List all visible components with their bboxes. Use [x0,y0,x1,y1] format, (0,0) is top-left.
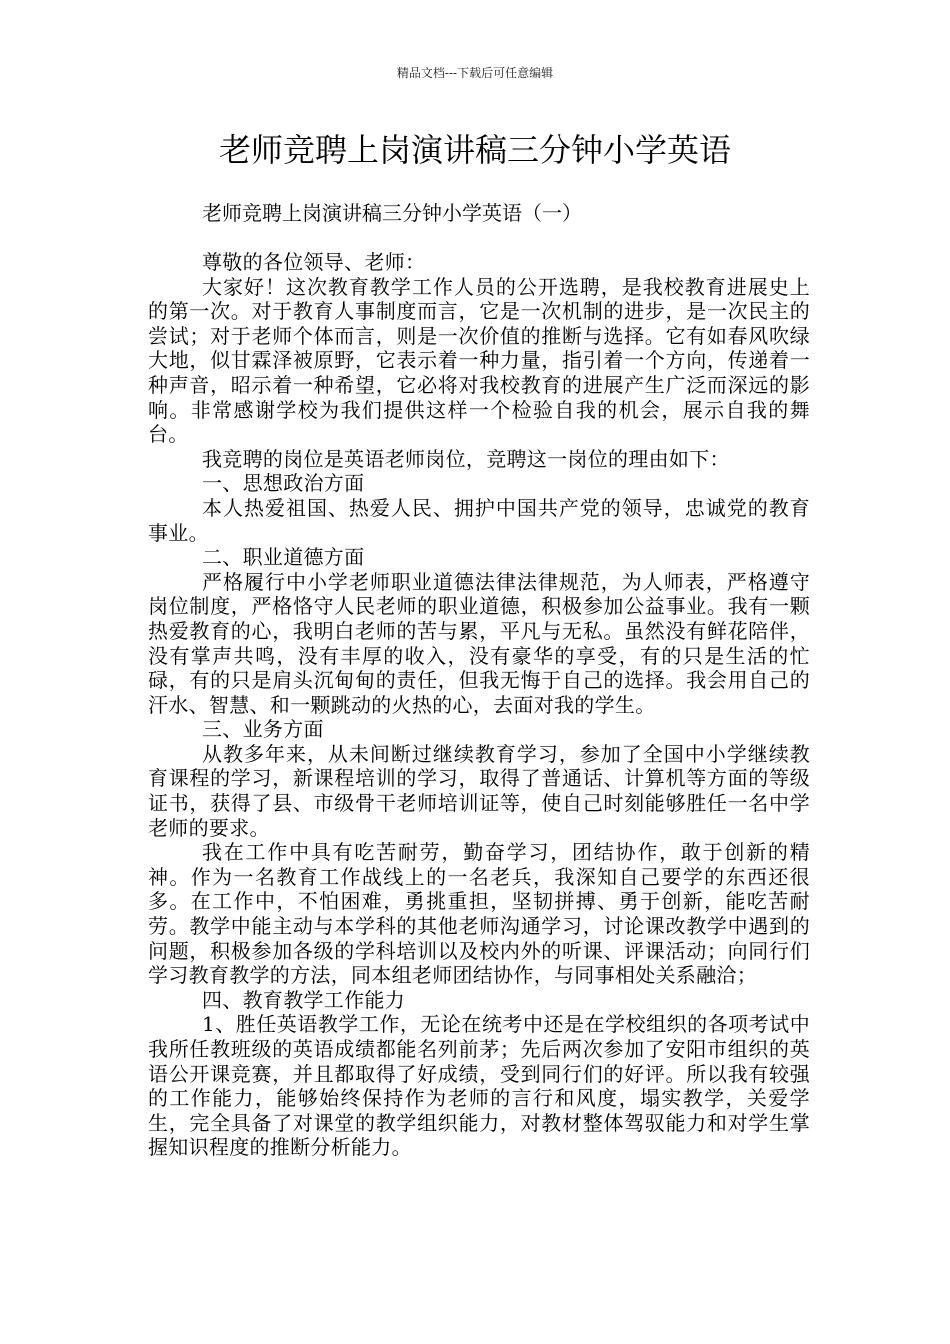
paragraph-teaching-ability: 1、胜任英语教学工作，无论在统考中还是在学校组织的各项考试中我所任教班级的英语成绩都能名列前茅；先后两次参加了安阳市组织的英语公开课竞赛，并且都取得了好成绩，受到同行们的好评。所以我有较强的工作能力，能够始终保持作为老师的言行和风度，塌实教学，关爱学生，完全具备了对课堂的教学组织能力，对教材整体驾驭能力和对学生掌握知识程度的推断分析能力。 [148,1012,810,1160]
paragraph-ethics: 严格履行中小学老师职业道德法律法律规范，为人师表，严格遵守岗位制度，严格恪守人民老师的职业道德，积极参加公益事业。我有一颗热爱教育的心，我明白老师的苦与累，平凡与无私。虽然没有鲜花陪伴，没有掌声共鸣，没有丰厚的收入，没有豪华的享受，有的只是生活的忙碌，有的只是肩头沉甸甸的责任，但我无悔于自己的选择。我会用自己的汗水、智慧、和一颗跳动的火热的心，去面对我的学生。 [148,569,810,717]
paragraph-business: 从教多年来，从未间断过继续教育学习，参加了全国中小学继续教育课程的学习，新课程培训的学习，取得了普通话、计算机等方面的等级证书，获得了县、市级骨干老师培训证等，使自己时刻能够胜任一名中学老师的要求。 [148,741,810,840]
document-body [148,250,810,1160]
paragraph-position: 我竞聘的岗位是英语老师岗位，竞聘这一岗位的理由如下： [202,446,730,471]
paragraph-politics: 本人热爱祖国、热爱人民、拥护中国共产党的领导，忠诚党的教育事业。 [148,495,810,545]
section-heading-ethics: 二、职业道德方面 [202,545,365,570]
document-title: 老师竞聘上岗演讲稿三分钟小学英语 [218,131,731,169]
document-subtitle: 老师竞聘上岗演讲稿三分钟小学英语（一） [202,201,582,225]
paragraph-intro: 大家好！这次教育教学工作人员的公开选聘，是我校教育进展史上的第一次。对于教育人事制度而言，它是一次机制的进步，是一次民主的尝试；对于老师个体而言，则是一次价值的推断与选择。它有如春风吹绿大地，似甘霖泽被原野，它表示着一种力量，指引着一个方向，传递着一种声音，昭示着一种希望，它必将对我校教育的进展产生广泛而深远的影响。非常感谢学校为我们提供这样一个检验自我的机会，展示自我的舞台。 [148,274,810,447]
header-note: 精品文档---下载后可任意编辑 [396,66,554,80]
section-heading-teaching: 四、教育教学工作能力 [202,987,405,1012]
salutation: 尊敬的各位领导、老师： [202,250,426,274]
section-heading-business: 三、业务方面 [202,717,324,742]
paragraph-work-spirit: 我在工作中具有吃苦耐劳，勤奋学习，团结协作，敢于创新的精神。作为一名教育工作战线上的一名老兵，我深知自己要学的东西还很多。在工作中，不怕困难，勇挑重担，坚韧拼搏、勇于创新，能吃苦耐劳。教学中能主动与本学科的其他老师沟通学习，讨论课改教学中遇到的问题，积极参加各级的学科培训以及校内外的听课、评课活动；向同行们学习教育教学的方法，同本组老师团结协作，与同事相处关系融洽； [148,840,810,988]
section-heading-politics: 一、思想政治方面 [202,471,365,496]
